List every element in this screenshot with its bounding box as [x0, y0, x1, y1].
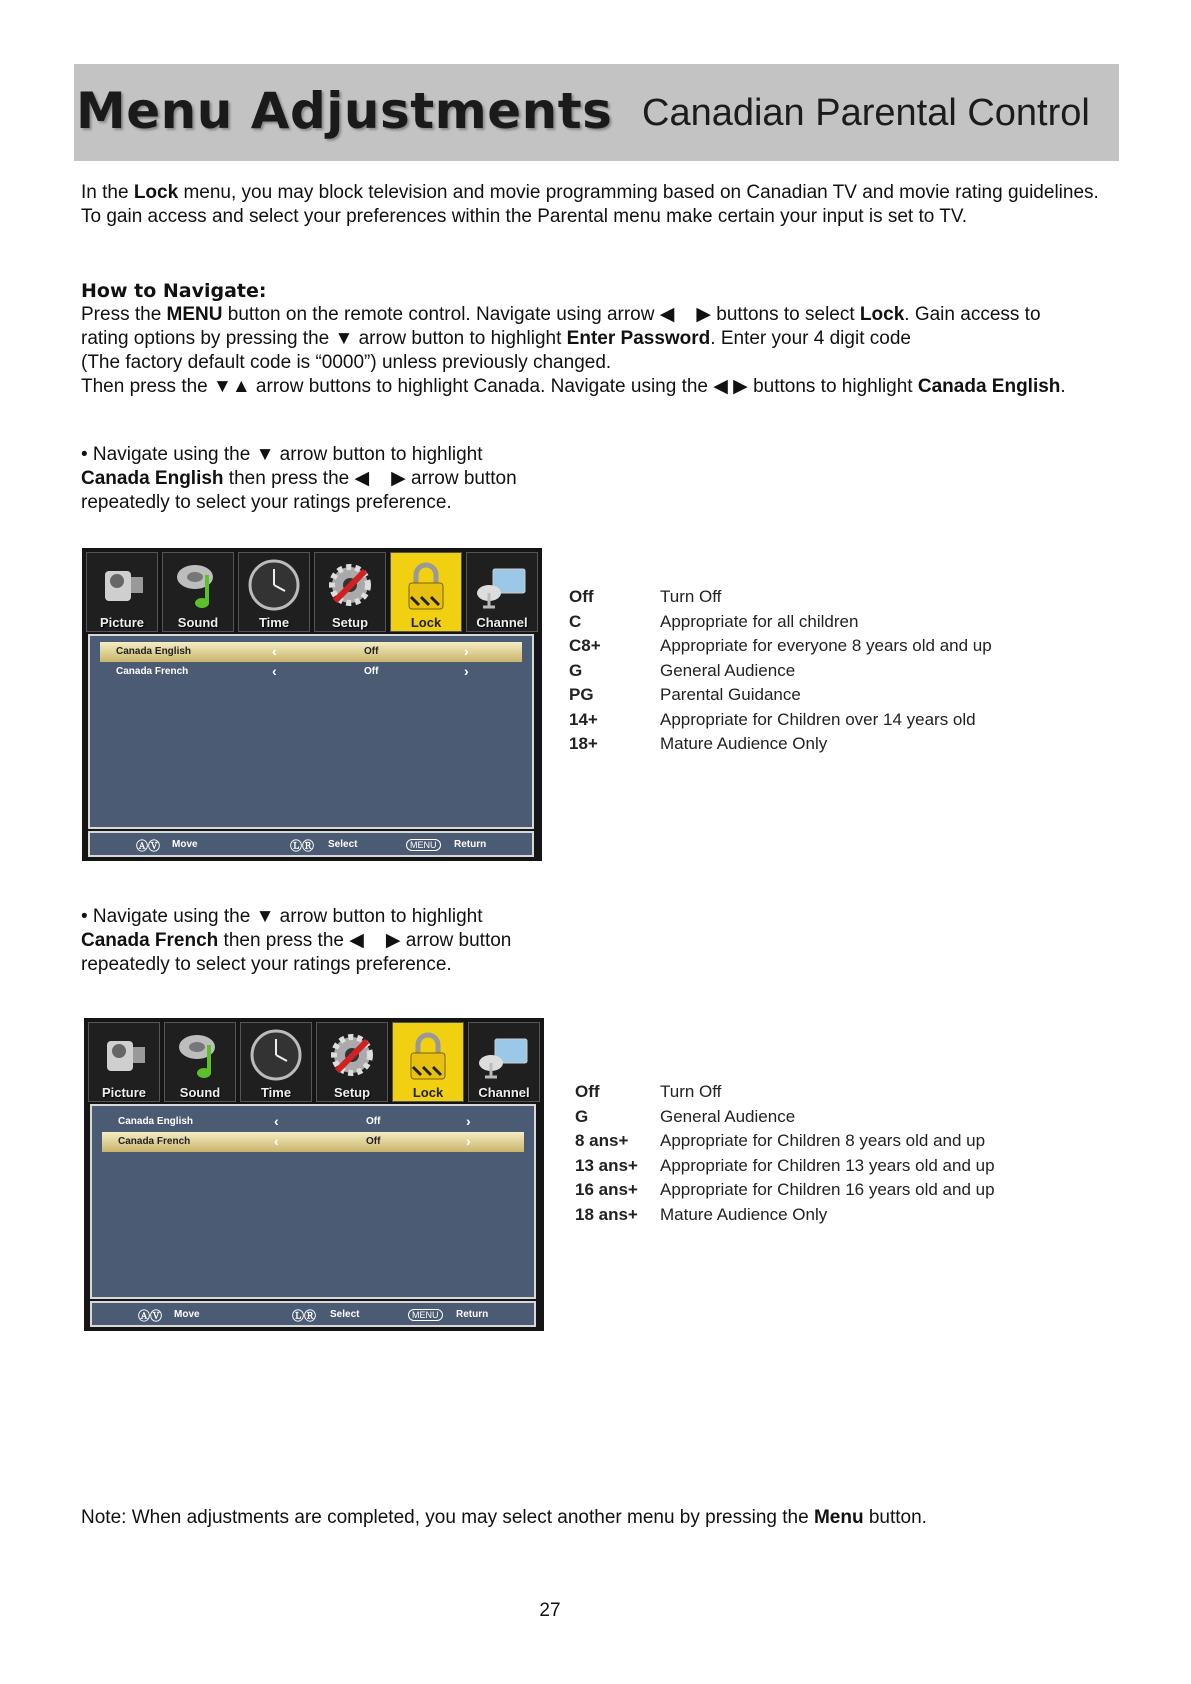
- up-down-icon: ⒶⓋ: [136, 839, 161, 853]
- canada-english-row[interactable]: Canada English ‹ Off ›: [100, 642, 522, 662]
- page-title: Menu Adjustments: [76, 82, 613, 140]
- left-arrow-icon[interactable]: ‹: [272, 643, 277, 659]
- canada-french-row[interactable]: Canada French ‹ Off ›: [102, 1132, 524, 1152]
- clock-icon: [245, 557, 303, 615]
- padlock-icon: [397, 557, 455, 615]
- menu-tab-picture[interactable]: Picture: [88, 1022, 160, 1102]
- left-right-icon: ⓁⓇ: [290, 839, 315, 853]
- right-arrow-icon[interactable]: ›: [466, 1133, 471, 1149]
- page-number: 27: [539, 1600, 561, 1621]
- menu-tab-setup[interactable]: Setup: [314, 552, 386, 632]
- left-arrow-icon[interactable]: ‹: [274, 1133, 279, 1149]
- right-arrow-icon[interactable]: ›: [464, 643, 469, 659]
- menu-tab-sound[interactable]: Sound: [164, 1022, 236, 1102]
- intro-paragraph: In the Lock menu, you may block television and movie programming based on Canadian TV and movie rating guidelines. To gain access and select your preferences within the Parental menu make certain your input is set to TV.: [81, 182, 1099, 227]
- menu-tab-setup[interactable]: Setup: [316, 1022, 388, 1102]
- menu-footer: ⒶⓋ Move ⓁⓇ Select MENU Return: [90, 1301, 536, 1327]
- menu-tab-sound[interactable]: Sound: [162, 552, 234, 632]
- gear-wrench-icon: [321, 557, 379, 615]
- camcorder-icon: [95, 1027, 153, 1085]
- menu-tab-lock[interactable]: Lock: [392, 1022, 464, 1102]
- right-arrow-icon[interactable]: ›: [464, 663, 469, 679]
- satellite-dish-icon: [473, 557, 531, 615]
- navigate-section: How to Navigate: Press the MENU button on the remote control. Navigate using arrow ◀ ▶ buttons to select Lock. Gain access to rating options by pressing the ▼ arrow button to highlight Enter Password. Enter your 4 digit code (The factory default code is “0000”) unless previously changed. Then press the ▼▲ arrow buttons to highlight Canada. Navigate using the ◀ ▶ buttons to highlight Canada English.: [81, 280, 1066, 397]
- menu-icon-bar: [86, 552, 538, 632]
- left-arrow-icon[interactable]: ‹: [272, 663, 277, 679]
- canada-french-row[interactable]: Canada French ‹ Off ›: [116, 663, 469, 679]
- satellite-dish-icon: [475, 1027, 533, 1085]
- tv-lock-menu-english: [82, 548, 542, 861]
- menu-tab-picture[interactable]: Picture: [86, 552, 158, 632]
- right-arrow-icon[interactable]: ›: [466, 1113, 471, 1129]
- note-paragraph: Note: When adjustments are completed, you may select another menu by pressing the Menu button.: [81, 1507, 927, 1528]
- menu-tab-lock[interactable]: Lock: [390, 552, 462, 632]
- left-arrow-icon[interactable]: ‹: [274, 1113, 279, 1129]
- menu-footer: ⒶⓋ Move ⓁⓇ Select MENU Return: [88, 831, 534, 857]
- music-note-icon: [171, 1027, 229, 1085]
- music-note-icon: [169, 557, 227, 615]
- page-header: [74, 64, 1119, 161]
- camcorder-icon: [93, 557, 151, 615]
- navigate-heading: How to Navigate:: [81, 280, 267, 302]
- menu-tab-time[interactable]: Time: [238, 552, 310, 632]
- tv-lock-menu-french: [84, 1018, 544, 1331]
- lock-options-panel: [88, 634, 534, 829]
- menu-tab-channel[interactable]: Channel: [466, 552, 538, 632]
- lock-options-panel: [90, 1104, 536, 1299]
- bullet-canada-french: • Navigate using the ▼ arrow button to highlight Canada French then press the ◀ ▶ arrow button repeatedly to select your ratings preference.: [81, 906, 512, 975]
- bullet-canada-english: • Navigate using the ▼ arrow button to highlight Canada English then press the ◀ ▶ arrow button repeatedly to select your ratings preference.: [81, 444, 517, 513]
- menu-key-icon: MENU: [406, 839, 441, 851]
- left-right-icon: ⓁⓇ: [292, 1309, 317, 1323]
- up-down-icon: ⒶⓋ: [138, 1309, 163, 1323]
- menu-key-icon: MENU: [408, 1309, 443, 1321]
- clock-icon: [247, 1027, 305, 1085]
- gear-wrench-icon: [323, 1027, 381, 1085]
- menu-tab-time[interactable]: Time: [240, 1022, 312, 1102]
- canada-english-row[interactable]: Canada English ‹ Off ›: [118, 1113, 471, 1129]
- menu-tab-channel[interactable]: Channel: [468, 1022, 540, 1102]
- padlock-icon: [399, 1027, 457, 1085]
- page-subtitle: Canadian Parental Control: [642, 92, 1090, 134]
- menu-icon-bar: [88, 1022, 540, 1102]
